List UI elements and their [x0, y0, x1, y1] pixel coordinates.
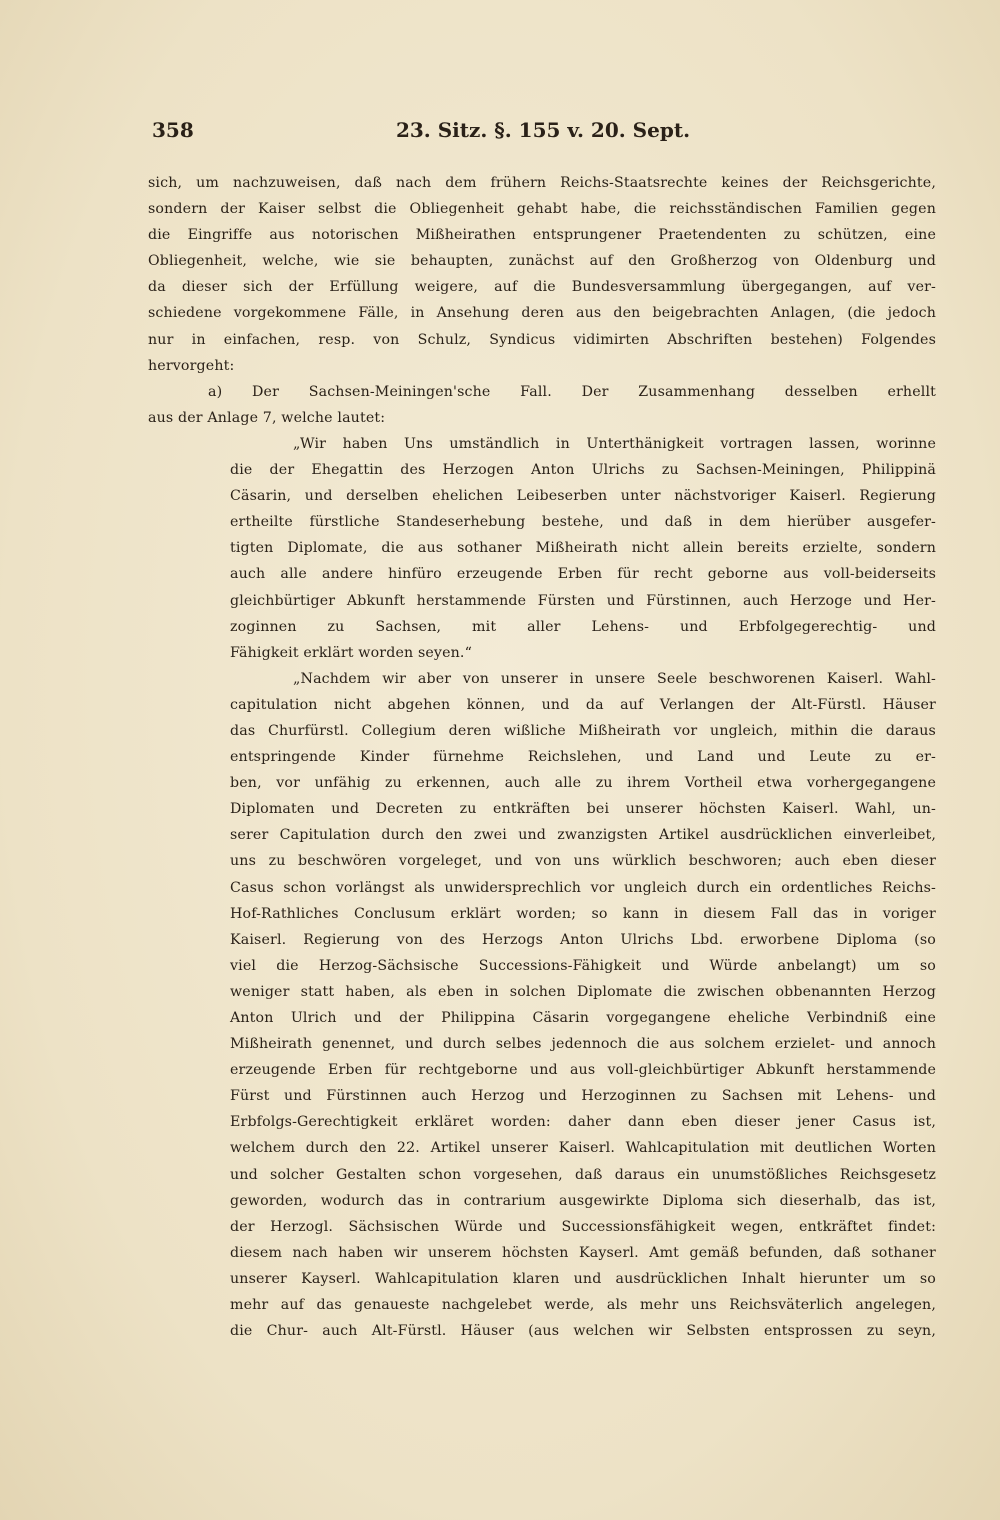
quote-line: Fürst und Fürstinnen auch Herzog und Herzoginnen zu Sachsen mit Lehens- und — [230, 1088, 936, 1105]
quote-line: viel die Herzog-Sächsische Successions-Fähigkeit und Würde anbelangt) um so — [230, 957, 936, 974]
text-line: schiedene vorgekommene Fälle, in Ansehung deren aus den beigebrachten Anlagen, (die jedoch — [148, 305, 936, 322]
quote-line: uns zu beschwören vorgeleget, und von uns würklich beschworen; auch eben dieser — [230, 853, 936, 870]
quote-line: und solcher Gestalten schon vorgesehen, daß daraus ein unumstößliches Reichsgesetz — [230, 1166, 936, 1183]
quote-line: mehr auf das genaueste nachgelebet werde, als mehr uns Reichsväterlich angelegen, — [230, 1297, 936, 1314]
quote-line: serer Capitulation durch den zwei und zwanzigsten Artikel ausdrücklichen einverleibet, — [230, 827, 936, 844]
quote-line: zoginnen zu Sachsen, mit aller Lehens- und Erbfolgegerechtig- und — [230, 618, 936, 635]
quote-line: weniger statt haben, als eben in solchen Diplomate die zwischen obbenannten Herzog — [230, 983, 936, 1000]
page-number: 358 — [152, 118, 194, 142]
quote-line: „Wir haben Uns umständlich in Unterthänigkeit vortragen lassen, worinne — [293, 435, 936, 452]
quote-line: Anton Ulrich und der Philippina Cäsarin vorgegangene eheliche Verbindniß eine — [230, 1010, 936, 1026]
quote-line: capitulation nicht abgehen können, und da auf Verlangen der Alt-Fürstl. Häuser — [230, 696, 936, 713]
quote-line: Cäsarin, und derselben ehelichen Leibeserben unter nächstvoriger Kaiserl. Regierung — [230, 488, 936, 505]
quote-line: das Churfürstl. Collegium deren wißliche Mißheirath vor ungleich, mithin die daraus — [230, 722, 936, 739]
quote-line: Erbfolgs-Gerechtigkeit erkläret worden: daher dann eben dieser jener Casus ist, — [230, 1114, 936, 1131]
quote-line: gleichbürtiger Abkunft herstammende Fürsten und Fürstinnen, auch Herzoge und Her- — [230, 592, 936, 609]
page-body — [148, 170, 936, 1344]
quote-line: geworden, wodurch das in contrarium ausgewirkte Diploma sich dieserhalb, das ist, — [230, 1192, 936, 1209]
quote-line: welchem durch den 22. Artikel unserer Kaiserl. Wahlcapitulation mit deutlichen Worten — [230, 1140, 936, 1157]
text-line: Obliegenheit, welche, wie sie behaupten, zunächst auf den Großherzog von Oldenburg und — [148, 253, 936, 270]
text-line: sondern der Kaiser selbst die Obliegenheit gehabt habe, die reichsständischen Familien gegen — [148, 201, 936, 218]
quote-line: ertheilte fürstliche Standeserhebung bestehe, und daß in dem hierüber ausgefer- — [230, 514, 936, 531]
quote-line: ben, vor unfähig zu erkennen, auch alle zu ihrem Vortheil etwa vorhergegangene — [230, 775, 936, 792]
quote-line: tigten Diplomate, die aus sothaner Mißheirath nicht allein bereits erzielte, sondern — [230, 540, 936, 557]
text-line: aus der Anlage 7, welche lautet: — [148, 409, 386, 426]
quote-line: unserer Kayserl. Wahlcapitulation klaren und ausdrücklichen Inhalt hierunter um so — [230, 1270, 936, 1287]
quote-line: diesem nach haben wir unserem höchsten Kayserl. Amt gemäß befunden, daß sothaner — [230, 1244, 936, 1261]
quote-line: Diplomaten und Decreten zu entkräften bei unserer höchsten Kaiserl. Wahl, un- — [230, 801, 936, 818]
quote-line: der Herzogl. Sächsischen Würde und Successionsfähigkeit wegen, entkräftet findet: — [230, 1218, 936, 1235]
quote-line: entspringende Kinder fürnehme Reichslehen, und Land und Leute zu er- — [230, 749, 936, 766]
quote-line: die Chur- auch Alt-Fürstl. Häuser (aus welchen wir Selbsten entsprossen zu seyn, — [230, 1323, 936, 1340]
quote-line: die der Ehegattin des Herzogen Anton Ulrichs zu Sachsen-Meiningen, Philippinä — [230, 462, 936, 479]
quote-line: Kaiserl. Regierung von des Herzogs Anton Ulrichs Lbd. erworbene Diploma (so — [230, 931, 936, 948]
quote-line: auch alle andere hinfüro erzeugende Erben für recht geborne aus voll-beiderseits — [230, 566, 936, 583]
quote-line: Fähigkeit erklärt worden seyen.“ — [230, 644, 472, 661]
text-line: nur in einfachen, resp. von Schulz, Syndicus vidimirten Abschriften bestehen) Folgendes — [148, 331, 936, 348]
section-heading-line: a) Der Sachsen-Meiningen'sche Fall. Der Zusammenhang desselben erhellt — [208, 383, 936, 400]
quote-line: Hof-Rathliches Conclusum erklärt worden; so kann in diesem Fall das in voriger — [230, 905, 936, 922]
text-line: sich, um nachzuweisen, daß nach dem frühern Reichs-Staatsrechte keines der Reichsgerichte, — [148, 175, 936, 191]
quote-line: „Nachdem wir aber von unserer in unsere Seele beschworenen Kaiserl. Wahl- — [293, 670, 936, 687]
text-line: die Eingriffe aus notorischen Mißheirathen entsprungener Praetendenten zu schützen, eine — [148, 227, 936, 244]
quote-line: Mißheirath genennet, und durch selbes jedennoch die aus solchem erzielet- und annoch — [230, 1036, 936, 1053]
text-line: hervorgeht: — [148, 357, 235, 374]
quote-line: Casus schon vorlängst als unwidersprechlich vor ungleich durch ein ordentliches Reichs- — [230, 879, 936, 896]
running-title: 23. Sitz. §. 155 v. 20. Sept. — [395, 118, 691, 142]
quote-line: erzeugende Erben für rechtgeborne und aus voll-gleichbürtiger Abkunft herstammende — [230, 1062, 936, 1079]
text-line: da dieser sich der Erfüllung weigere, auf die Bundesversammlung übergegangen, auf ver- — [148, 279, 936, 296]
page-header — [152, 118, 934, 148]
